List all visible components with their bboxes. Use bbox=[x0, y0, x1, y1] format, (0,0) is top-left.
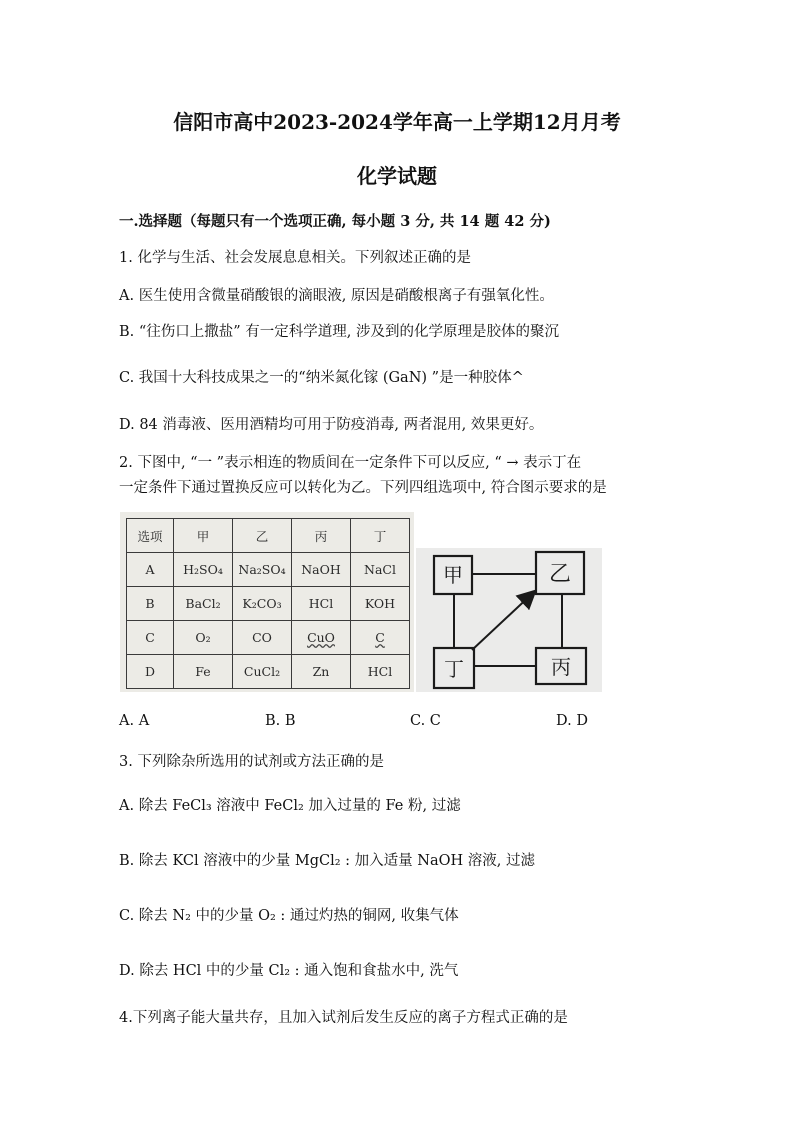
table-cell: CO bbox=[233, 621, 292, 655]
table-cell: BaCl₂ bbox=[174, 587, 233, 621]
q3-option-b: B. 除去 KCl 溶液中的少量 MgCl₂ : 加入适量 NaOH 溶液, 过滤 bbox=[119, 853, 535, 869]
q3-stem: 3. 下列除杂所选用的试剂或方法正确的是 bbox=[119, 754, 384, 770]
table-cell: 甲 bbox=[174, 519, 233, 553]
table-row bbox=[127, 553, 410, 587]
table-cell: A bbox=[127, 553, 174, 587]
q2-options-table bbox=[126, 518, 410, 689]
q1-option-a: A. 医生使用含微量硝酸银的滴眼液, 原因是硝酸根离子有强氧化性。 bbox=[119, 288, 554, 304]
table-cell: 丙 bbox=[292, 519, 351, 553]
q3-option-a: A. 除去 FeCl₃ 溶液中 FeCl₂ 加入过量的 Fe 粉, 过滤 bbox=[119, 798, 461, 814]
q4-stem: 4.下列离子能大量共存，且加入试剂后发生反应的离子方程式正确的是 bbox=[119, 1010, 568, 1026]
q2-option-b: B. B bbox=[265, 713, 296, 729]
q2-reaction-diagram bbox=[416, 548, 602, 692]
table-row bbox=[127, 587, 410, 621]
table-row bbox=[127, 621, 410, 655]
page-title: 信阳市高中2023-2024学年高一上学期12月月考 bbox=[173, 110, 621, 134]
q2-option-d: D. D bbox=[556, 713, 588, 729]
table-cell: Zn bbox=[292, 655, 351, 689]
q1-option-b: B. “往伤口上撒盐” 有一定科学道理, 涉及到的化学原理是胶体的聚沉 bbox=[119, 324, 560, 340]
table-cell: 丁 bbox=[351, 519, 410, 553]
table-cell: NaCl bbox=[351, 553, 410, 587]
table-cell: D bbox=[127, 655, 174, 689]
table-cell: HCl bbox=[351, 655, 410, 689]
table-cell: CuO bbox=[292, 621, 351, 655]
q1-option-d: D. 84 消毒液、医用酒精均可用于防疫消毒, 两者混用, 效果更好。 bbox=[119, 417, 544, 433]
table-cell: 选项 bbox=[127, 519, 174, 553]
table-cell: KOH bbox=[351, 587, 410, 621]
table-cell: C bbox=[351, 621, 410, 655]
table-cell: H₂SO₄ bbox=[174, 553, 233, 587]
q2-option-c: C. C bbox=[410, 713, 441, 729]
q1-stem: 1. 化学与生活、社会发展息息相关。下列叙述正确的是 bbox=[119, 250, 471, 266]
table-cell: CuCl₂ bbox=[233, 655, 292, 689]
q1-option-c: C. 我国十大科技成果之一的“纳米氮化镓 (GaN) ”是一种胶体^ bbox=[119, 370, 524, 386]
table-cell: K₂CO₃ bbox=[233, 587, 292, 621]
table-header-row bbox=[127, 519, 410, 553]
q2-stem-line2: 一定条件下通过置换反应可以转化为乙。下列四组选项中, 符合图示要求的是 bbox=[119, 480, 607, 496]
q2-option-a: A. A bbox=[119, 713, 150, 729]
label-ding: 丁 bbox=[444, 657, 464, 681]
q2-options-table-photo bbox=[120, 512, 414, 692]
label-jia: 甲 bbox=[443, 563, 463, 587]
table-cell: B bbox=[127, 587, 174, 621]
label-yi: 乙 bbox=[548, 562, 572, 587]
table-cell: 乙 bbox=[233, 519, 292, 553]
q2-stem-line1: 2. 下图中, “一 ”表示相连的物质间在一定条件下可以反应, “ → 表示丁在 bbox=[119, 455, 582, 471]
table-cell: Na₂SO₄ bbox=[233, 553, 292, 587]
section-heading: 一.选择题（每题只有一个选项正确, 每小题 3 分, 共 14 题 42 分) bbox=[119, 213, 551, 230]
table-cell: C bbox=[127, 621, 174, 655]
table-cell: O₂ bbox=[174, 621, 233, 655]
q3-option-c: C. 除去 N₂ 中的少量 O₂ : 通过灼热的铜网, 收集气体 bbox=[119, 908, 459, 924]
label-bing: 丙 bbox=[551, 655, 571, 679]
table-row bbox=[127, 655, 410, 689]
page-subtitle: 化学试题 bbox=[357, 164, 437, 188]
table-cell: HCl bbox=[292, 587, 351, 621]
arrow-ding-to-yi bbox=[472, 592, 534, 650]
table-cell: NaOH bbox=[292, 553, 351, 587]
q2-reaction-diagram-photo bbox=[416, 548, 602, 692]
q3-option-d: D. 除去 HCl 中的少量 Cl₂ : 通入饱和食盐水中, 洗气 bbox=[119, 963, 459, 979]
table-cell: Fe bbox=[174, 655, 233, 689]
